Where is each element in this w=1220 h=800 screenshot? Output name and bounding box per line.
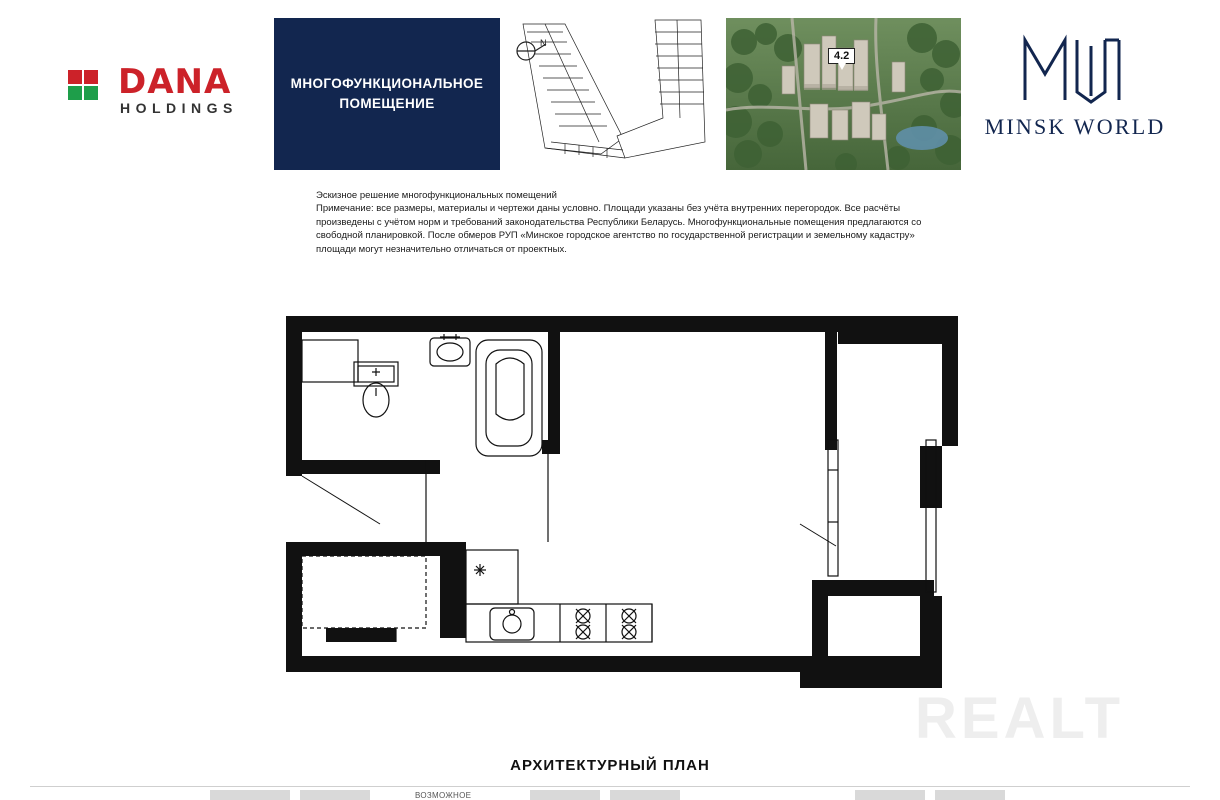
floor-plan (280, 310, 960, 705)
aerial-location-badge: 4.2 (828, 48, 855, 64)
compass-north-label: N (540, 38, 547, 48)
keyplan-diagram (505, 18, 720, 170)
footer-divider (30, 786, 1190, 787)
dana-wordmark: DANA (118, 62, 232, 102)
footer-strip (0, 790, 1220, 800)
minsk-world-wordmark: MINSK WORLD (984, 114, 1166, 139)
footer-chip (530, 790, 600, 800)
footer-label: ВОЗМОЖНОЕ (415, 791, 472, 800)
note-body: Примечание: все размеры, материалы и чертежи даны условно. Площади указаны без учёта внутренних перегородок. Все расчёты произведены с учётом норм и требований законодательства Республики Беларусь. Многофункциональные помещения предлагаются со свободной планировкой. После обмеров РУП «Минское городское агентство по государственной регистрации и земельному кадастру» площади могут незначительно отличаться от проектных. (316, 203, 922, 255)
disclaimer-note (316, 189, 956, 256)
aerial-photo (726, 18, 961, 170)
header (0, 0, 1220, 180)
footer-chip (935, 790, 1005, 800)
title-line-2: ПОМЕЩЕНИЕ (339, 96, 435, 111)
footer-chip (300, 790, 370, 800)
realt-watermark: REALT (915, 686, 1125, 751)
minsk-world-logo (975, 30, 1175, 160)
footer-chip (855, 790, 925, 800)
footer-chip (610, 790, 680, 800)
aerial-photo-svg (726, 18, 961, 170)
dana-holdings-logo (68, 62, 268, 127)
floor-plan-svg (280, 310, 960, 705)
dana-subtitle: HOLDINGS (120, 100, 238, 116)
minsk-world-mark-icon (1015, 30, 1135, 108)
title-line-1: МНОГОФУНКЦИОНАЛЬНОЕ (290, 76, 484, 92)
plan-caption: АРХИТЕКТУРНЫЙ ПЛАН (510, 757, 710, 774)
dana-squares-icon (68, 70, 114, 102)
compass-icon (515, 40, 549, 62)
footer-chip (210, 790, 290, 800)
note-title: Эскизное решение многофункциональных помещений (316, 190, 557, 201)
title-block (274, 18, 500, 170)
